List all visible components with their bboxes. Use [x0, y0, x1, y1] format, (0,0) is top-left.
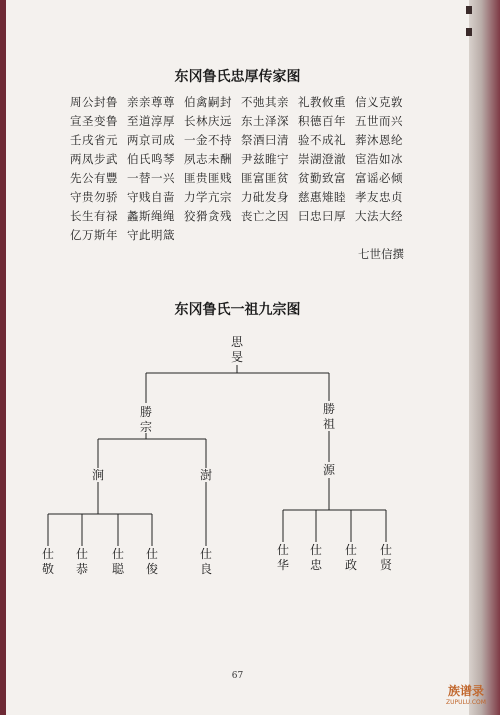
site-watermark	[438, 683, 494, 711]
poem-phrase: 守贱自啬	[127, 190, 175, 204]
grandson-node: 源	[322, 463, 335, 477]
watermark-subtitle: ZUPULU.COM	[446, 699, 486, 706]
great-grandson-node: 仕良	[199, 547, 212, 576]
author-signature: 七世信撰	[358, 247, 404, 261]
poem-phrase: 不弛其亲	[241, 95, 289, 109]
great-grandson-node: 仕敬	[41, 547, 54, 576]
root-ancestor: 思旻	[230, 335, 243, 364]
poem-phrase: 蠡斯绳绳	[127, 209, 175, 223]
poem-phrase: 葬沐恩纶	[355, 133, 403, 147]
poem-phrase: 亿万斯年	[70, 228, 118, 242]
poem-phrase: 五世而兴	[355, 114, 403, 128]
great-grandson-node: 仕华	[276, 543, 289, 572]
poem-title: 东冈鲁氏忠厚传家图	[174, 69, 301, 85]
son-node: 勝宗	[139, 405, 152, 434]
poem-phrase: 守贵勿骄	[70, 190, 118, 204]
poem-phrase: 孝友忠贞	[355, 190, 403, 204]
poem-phrase: 验不成礼	[298, 133, 346, 147]
lineage-title: 东冈鲁氏一祖九宗图	[174, 302, 301, 318]
poem-phrase: 曰忠曰厚	[298, 209, 346, 223]
poem-phrase: 亲亲尊尊	[127, 95, 175, 109]
poem-phrase: 力砒发身	[241, 190, 289, 204]
poem-phrase: 长林庆远	[184, 114, 232, 128]
poem-phrase: 贫勤致富	[298, 171, 346, 185]
poem-phrase: 礼教攸重	[298, 95, 346, 109]
poem-phrase: 两京司成	[127, 133, 175, 147]
poem-phrase: 尹兹睢宁	[241, 152, 289, 166]
grandson-node: 澍	[199, 468, 212, 482]
poem-phrase: 伯禽嗣封	[184, 95, 232, 109]
poem-phrase: 大法大经	[355, 209, 403, 223]
poem-phrase: 周公封鲁	[70, 95, 118, 109]
document-page	[6, 0, 469, 715]
poem-phrase: 长生有禄	[70, 209, 118, 223]
watermark-title: 族谱录	[447, 684, 484, 698]
poem-phrase: 信义克敦	[355, 95, 403, 109]
poem-phrase: 先公有豐	[70, 171, 118, 185]
page-number: 67	[231, 671, 244, 681]
poem-phrase: 夙志未酬	[184, 152, 232, 166]
poem-phrase: 匪富匪贫	[241, 171, 289, 185]
poem-phrase: 守此明箴	[127, 228, 175, 242]
poem-phrase: 祭酒曰清	[241, 133, 289, 147]
poem-phrase: 积德百年	[298, 114, 346, 128]
great-grandson-node: 仕恭	[75, 547, 88, 576]
poem-phrase: 两凤步武	[70, 152, 118, 166]
poem-phrase: 宣圣变鲁	[70, 114, 118, 128]
great-grandson-node: 仕政	[344, 543, 357, 572]
poem-phrase: 一金不持	[184, 133, 232, 147]
poem-phrase: 至道淳厚	[127, 114, 175, 128]
poem-phrase: 匪贵匪贱	[184, 171, 232, 185]
great-grandson-node: 仕忠	[309, 543, 322, 572]
poem-phrase: 宦浩如冰	[355, 152, 403, 166]
great-grandson-node: 仕贤	[379, 543, 392, 572]
poem-phrase: 富谣必倾	[355, 171, 403, 185]
son-node: 勝祖	[322, 402, 335, 431]
poem-phrase: 一替一兴	[127, 171, 175, 185]
poem-phrase: 慈惠雉睦	[298, 190, 346, 204]
poem-phrase: 崇湖澄澈	[298, 152, 346, 166]
poem-phrase: 东土泽深	[241, 114, 289, 128]
poem-phrase: 狡猾贪残	[184, 209, 232, 223]
great-grandson-node: 仕聪	[111, 547, 124, 576]
great-grandson-node: 仕俊	[145, 547, 158, 576]
poem-phrase: 丧亡之因	[241, 209, 289, 223]
grandson-node: 涧	[91, 468, 104, 482]
book-spine	[469, 0, 500, 715]
binding-mark	[466, 28, 472, 36]
poem-phrase: 力学亢宗	[184, 190, 232, 204]
poem-phrase: 壬戌省元	[70, 133, 118, 147]
binding-mark	[466, 6, 472, 14]
poem-phrase: 伯氏鸣琴	[127, 152, 175, 166]
